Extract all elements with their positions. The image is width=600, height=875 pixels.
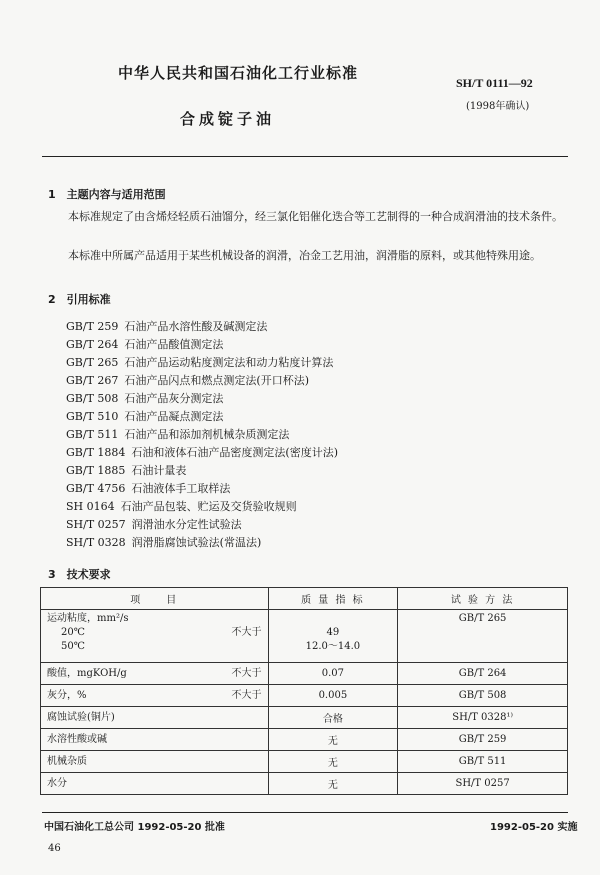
section-1-paragraph-2: 本标准中所属产品适用于某些机械设备的润滑，冶金工艺用油，润滑脂的原料，或其他特殊用途。 [68, 249, 541, 262]
method-cell: GB/T 511 [398, 751, 568, 773]
method-cell: SH/T 0257 [398, 773, 568, 795]
value-cell: 无 [268, 773, 398, 795]
reference-code: GB/T 265 [66, 356, 119, 369]
reference-title: 石油计量表 [131, 464, 187, 477]
confirm-note: (1998年确认) [466, 101, 530, 112]
page-number: 46 [48, 843, 61, 854]
viscosity-method: GB/T 265 [458, 613, 507, 624]
effective-date: 1992-05-20 实施 [490, 822, 578, 833]
reference-title: 润滑脂腐蚀试验法(常温法) [131, 536, 262, 549]
method-cell: GB/T 259 [398, 729, 568, 751]
viscosity-50c-label: 50℃ [61, 641, 85, 652]
standard-code: SH/T 0111—92 [456, 76, 533, 90]
org-title: 中华人民共和国石油化工行业标准 [118, 64, 359, 82]
reference-code: GB/T 264 [66, 338, 119, 351]
document-title: 合成锭子油 [180, 110, 276, 128]
reference-code: SH 0164 [66, 500, 115, 513]
reference-title: 石油产品水溶性酸及碱测定法 [124, 320, 268, 333]
reference-item [66, 426, 338, 444]
table-row [41, 773, 568, 795]
value-cell: 0.005 [268, 685, 398, 707]
method-cell: GB/T 508 [398, 685, 568, 707]
table-row [41, 729, 568, 751]
viscosity-50c-value: 12.0～14.0 [305, 641, 361, 652]
viscosity-20c-row [47, 626, 262, 640]
item-label: 机械杂质 [47, 755, 87, 767]
reference-title: 石油产品包装、贮运及交货验收规则 [120, 500, 297, 513]
item-label: 灰分，% [47, 689, 87, 701]
reference-title: 石油和液体石油产品密度测定法(密度计法) [131, 446, 338, 459]
reference-item [66, 336, 338, 354]
reference-item [66, 354, 338, 372]
reference-item [66, 516, 338, 534]
footer-divider [42, 812, 568, 813]
table-row-viscosity [41, 610, 568, 663]
table-row [41, 751, 568, 773]
value-cell: 无 [268, 729, 398, 751]
section-1-heading: 1 主题内容与适用范围 [48, 188, 166, 201]
viscosity-item-cell [41, 610, 269, 663]
method-cell: SH/T 0328¹⁾ [398, 707, 568, 729]
reference-title: 石油产品和添加剂机械杂质测定法 [124, 428, 290, 441]
reference-item [66, 372, 338, 390]
reference-code: GB/T 4756 [66, 482, 126, 495]
reference-code: GB/T 259 [66, 320, 119, 333]
reference-item [66, 462, 338, 480]
viscosity-20c-limit: 不大于 [231, 627, 262, 638]
value-cell: 0.07 [268, 663, 398, 685]
value-cell: 无 [268, 751, 398, 773]
header-item: 项 目 [41, 588, 269, 610]
reference-item [66, 444, 338, 462]
reference-item [66, 390, 338, 408]
reference-item [66, 318, 338, 336]
section-3-heading: 3 技术要求 [48, 568, 111, 581]
item-cell [41, 685, 269, 707]
reference-code: GB/T 1885 [66, 464, 126, 477]
viscosity-20c-label: 20℃ [61, 627, 85, 638]
item-label: 水分 [47, 777, 67, 789]
reference-code: SH/T 0328 [66, 536, 126, 549]
item-label: 酸值，mgKOH/g [47, 667, 127, 679]
reference-title: 石油产品运动粘度测定法和动力粘度计算法 [124, 356, 334, 369]
section-2-heading: 2 引用标准 [48, 293, 111, 306]
reference-item [66, 498, 338, 516]
table-row [41, 685, 568, 707]
reference-title: 石油产品闪点和燃点测定法(开口杯法) [124, 374, 309, 387]
header-quality-index: 质 量 指 标 [268, 588, 398, 610]
item-cell [41, 707, 269, 729]
approval-note: 中国石油化工总公司 1992-05-20 批准 [44, 822, 225, 833]
reference-code: GB/T 267 [66, 374, 119, 387]
reference-item [66, 480, 338, 498]
reference-item [66, 408, 338, 426]
item-cell [41, 773, 269, 795]
reference-code: GB/T 508 [66, 392, 119, 405]
section-1-paragraph-1: 本标准规定了由含烯烃轻质石油馏分，经三氯化铝催化迭合等工艺制得的一种合成润滑油的技术条件。 [68, 210, 563, 223]
value-cell: 合格 [268, 707, 398, 729]
method-cell: GB/T 264 [398, 663, 568, 685]
viscosity-20c-value: 49 [326, 627, 340, 638]
header-test-method: 试 验 方 法 [398, 588, 568, 610]
reference-title: 石油产品凝点测定法 [124, 410, 224, 423]
reference-list [66, 318, 338, 552]
item-cell [41, 663, 269, 685]
reference-code: GB/T 510 [66, 410, 119, 423]
technical-requirements-table [40, 587, 568, 795]
item-limit: 不大于 [231, 667, 262, 679]
reference-title: 石油产品灰分测定法 [124, 392, 224, 405]
header-divider [42, 156, 568, 157]
item-cell [41, 751, 269, 773]
viscosity-method-cell [398, 610, 568, 663]
item-limit: 不大于 [231, 689, 262, 701]
table-row [41, 663, 568, 685]
reference-title: 石油液体手工取样法 [131, 482, 231, 495]
viscosity-spacer [275, 612, 392, 626]
reference-title: 润滑油水分定性试验法 [131, 518, 242, 531]
reference-title: 石油产品酸值测定法 [124, 338, 224, 351]
table-row [41, 707, 568, 729]
reference-item [66, 534, 338, 552]
reference-code: GB/T 511 [66, 428, 119, 441]
reference-code: SH/T 0257 [66, 518, 126, 531]
viscosity-value-cell [268, 610, 398, 663]
item-label: 腐蚀试验(铜片) [47, 711, 115, 723]
reference-code: GB/T 1884 [66, 446, 126, 459]
item-cell [41, 729, 269, 751]
item-label: 水溶性酸或碱 [47, 733, 107, 745]
viscosity-label: 运动粘度，mm²/s [47, 613, 129, 624]
